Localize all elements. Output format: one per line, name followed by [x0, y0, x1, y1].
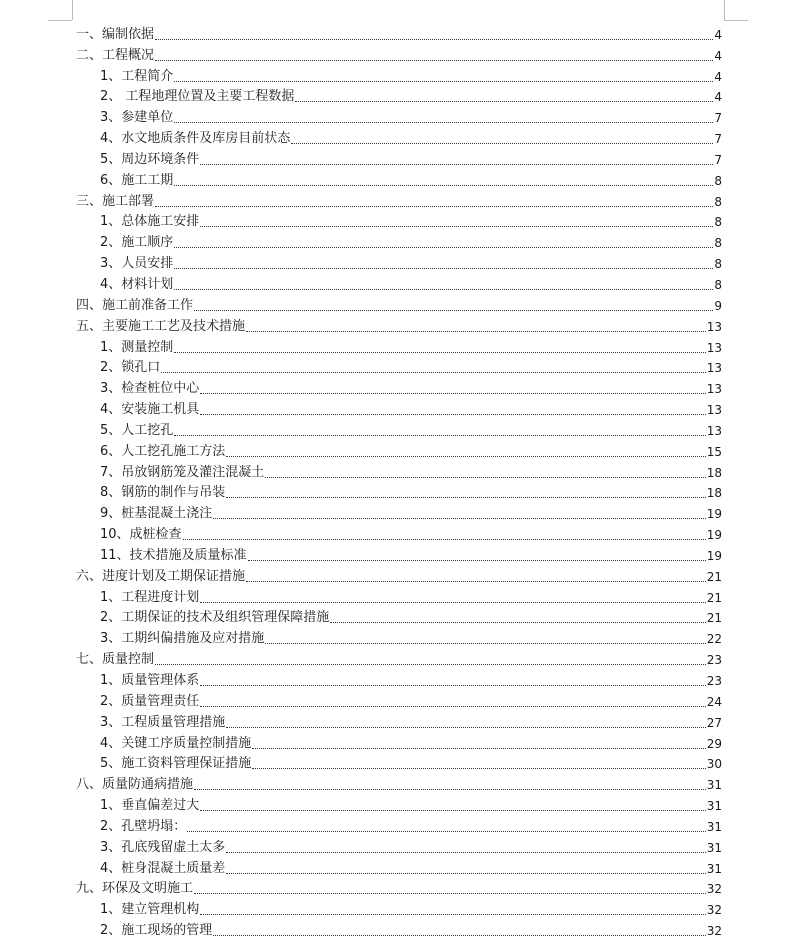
toc-page-number: 4	[714, 90, 722, 105]
toc-subentry[interactable]	[76, 501, 722, 522]
toc-page-number: 21	[706, 569, 722, 584]
toc-dot-leader	[213, 935, 705, 936]
toc-entry-title: 4、安装施工机具	[100, 402, 200, 418]
toc-section-entry[interactable]	[76, 43, 722, 64]
toc-dot-leader	[226, 873, 705, 874]
toc-entry-title: 1、质量管理体系	[100, 673, 200, 688]
toc-dot-leader	[226, 497, 705, 498]
toc-entry-title: 9、桩基混凝土浇注	[100, 506, 213, 522]
toc-entry-title: 5、施工资料管理保证措施	[100, 756, 252, 772]
toc-subentry[interactable]	[76, 814, 722, 835]
toc-dot-leader	[252, 748, 705, 749]
toc-entry-title: 10、成桩检查	[100, 527, 182, 543]
crop-mark-top-left	[72, 0, 73, 20]
toc-entry-title: 2、孔壁坍塌：	[100, 818, 187, 834]
toc-page-number: 8	[714, 173, 722, 188]
toc-page-number: 4	[714, 69, 722, 84]
toc-page-number: 32	[706, 882, 722, 897]
toc-subentry[interactable]	[76, 710, 722, 731]
toc-dot-leader	[200, 164, 713, 165]
toc-entry-title: 二、工程概况	[76, 47, 155, 63]
toc-subentry[interactable]	[76, 460, 722, 481]
table-of-contents	[76, 22, 722, 939]
toc-subentry[interactable]	[76, 335, 722, 356]
toc-subentry[interactable]	[76, 543, 722, 564]
toc-dot-leader	[200, 685, 705, 686]
toc-page-number: 19	[706, 528, 722, 543]
toc-page-number: 31	[706, 861, 722, 876]
toc-entry-title: 1、垂直偏差过大	[100, 798, 200, 814]
toc-dot-leader	[174, 122, 713, 123]
toc-page-number: 8	[714, 277, 722, 292]
toc-entry-title: 2、施工现场的管理	[100, 923, 213, 939]
toc-dot-leader	[295, 101, 713, 102]
toc-page-number: 4	[714, 48, 722, 63]
toc-dot-leader	[200, 810, 705, 811]
toc-page-number: 21	[706, 611, 722, 626]
toc-page-number: 13	[706, 340, 722, 355]
toc-entry-title: 4、关键工序质量控制措施	[100, 735, 252, 751]
toc-entry-title: 7、吊放钢筋笼及灌注混凝土	[100, 464, 265, 480]
toc-entry-title: 2、 工程地理位置及主要工程数据	[100, 89, 295, 105]
toc-page-number: 23	[706, 674, 722, 688]
toc-page-number: 13	[706, 382, 722, 397]
toc-dot-leader	[200, 414, 705, 415]
toc-entry-title: 四、施工前准备工作	[76, 297, 194, 313]
toc-subentry[interactable]	[76, 230, 722, 251]
toc-entry-title: 4、材料计划	[100, 276, 174, 292]
toc-dot-leader	[246, 331, 706, 332]
toc-page-number: 31	[706, 819, 722, 834]
toc-dot-leader	[194, 789, 706, 790]
toc-dot-leader	[265, 477, 705, 478]
toc-dot-leader	[226, 852, 705, 853]
toc-page-number: 32	[706, 903, 722, 918]
toc-section-entry[interactable]	[76, 647, 722, 668]
toc-subentry[interactable]	[76, 585, 722, 606]
toc-entry-title: 6、施工工期	[100, 172, 174, 188]
toc-dot-leader	[200, 226, 713, 227]
toc-page-number: 13	[706, 403, 722, 418]
toc-entry-title: 6、人工挖孔施工方法	[100, 443, 226, 459]
toc-page-number: 19	[706, 548, 722, 563]
toc-dot-leader	[194, 310, 713, 311]
toc-dot-leader	[291, 143, 713, 144]
toc-entry-title: 3、工程质量管理措施	[100, 714, 226, 730]
toc-subentry[interactable]	[76, 356, 722, 377]
toc-page-number: 4	[714, 27, 722, 42]
toc-dot-leader	[174, 185, 713, 186]
toc-entry-title: 3、检查桩位中心	[100, 381, 200, 397]
toc-section-entry[interactable]	[76, 293, 722, 314]
toc-entry-title: 五、主要施工工艺及技术措施	[76, 318, 246, 334]
toc-entry-title: 八、质量防通病措施	[76, 777, 194, 793]
toc-entry-title: 5、周边环境条件	[100, 151, 200, 167]
toc-page-number: 24	[706, 694, 722, 709]
toc-subentry[interactable]	[76, 752, 722, 773]
toc-subentry[interactable]	[76, 439, 722, 460]
toc-dot-leader	[174, 435, 705, 436]
toc-page-number: 9	[714, 298, 722, 313]
toc-dot-leader	[174, 268, 713, 269]
toc-dot-leader	[155, 664, 706, 665]
toc-entry-title: 2、质量管理责任	[100, 693, 200, 709]
toc-dot-leader	[194, 893, 706, 894]
toc-entry-title: 3、人员安排	[100, 256, 174, 272]
toc-subentry[interactable]	[76, 210, 722, 231]
crop-mark-top-right	[724, 0, 725, 20]
toc-subentry[interactable]	[76, 397, 722, 418]
toc-dot-leader	[155, 39, 713, 40]
toc-subentry[interactable]	[76, 418, 722, 439]
toc-dot-leader	[226, 727, 705, 728]
toc-dot-leader	[200, 914, 705, 915]
toc-entry-title: 11、技术措施及质量标准	[100, 547, 247, 563]
toc-dot-leader	[174, 81, 713, 82]
toc-page-number: 8	[714, 257, 722, 272]
toc-dot-leader	[174, 247, 713, 248]
toc-section-entry[interactable]	[76, 189, 722, 210]
toc-section-entry[interactable]	[76, 564, 722, 585]
toc-page-number: 7	[714, 111, 722, 126]
crop-mark-top-right	[724, 20, 748, 21]
toc-subentry[interactable]	[76, 689, 722, 710]
toc-page-number: 27	[706, 715, 722, 730]
toc-subentry[interactable]	[76, 606, 722, 627]
toc-page-number: 30	[706, 757, 722, 772]
toc-subentry[interactable]	[76, 376, 722, 397]
toc-entry-title: 1、工程简介	[100, 68, 174, 84]
toc-subentry[interactable]	[76, 835, 722, 856]
toc-dot-leader	[200, 706, 705, 707]
toc-section-entry[interactable]	[76, 22, 722, 43]
toc-entry-title: 4、桩身混凝土质量差	[100, 860, 226, 876]
toc-entry-title: 3、工期纠偏措施及应对措施	[100, 631, 265, 647]
toc-subentry[interactable]	[76, 918, 722, 939]
toc-page-number: 31	[706, 778, 722, 793]
toc-dot-leader	[213, 518, 705, 519]
toc-dot-leader	[252, 768, 705, 769]
toc-subentry[interactable]	[76, 793, 722, 814]
toc-page-number: 7	[714, 152, 722, 167]
toc-dot-leader	[187, 831, 705, 832]
toc-dot-leader	[155, 60, 713, 61]
toc-entry-title: 1、测量控制	[100, 339, 174, 355]
toc-subentry[interactable]	[76, 731, 722, 752]
toc-entry-title: 8、钢筋的制作与吊装	[100, 485, 226, 501]
toc-subentry[interactable]	[76, 64, 722, 85]
toc-page-number: 8	[714, 194, 722, 209]
toc-entry-title: 九、环保及文明施工	[76, 881, 194, 897]
toc-subentry[interactable]	[76, 522, 722, 543]
toc-dot-leader	[246, 581, 706, 582]
toc-dot-leader	[155, 206, 713, 207]
toc-subentry[interactable]	[76, 168, 722, 189]
toc-subentry[interactable]	[76, 481, 722, 502]
toc-entry-title: 1、建立管理机构	[100, 902, 200, 918]
toc-page-number: 18	[706, 486, 722, 501]
toc-entry-title: 4、水文地质条件及库房目前状态	[100, 131, 291, 147]
toc-page-number: 13	[706, 423, 722, 438]
toc-dot-leader	[200, 393, 705, 394]
toc-page-number: 15	[706, 444, 722, 459]
toc-page-number: 21	[706, 590, 722, 605]
toc-section-entry[interactable]	[76, 314, 722, 335]
toc-dot-leader	[265, 643, 705, 644]
toc-subentry[interactable]	[76, 856, 722, 877]
toc-entry-title: 3、孔底残留虚土太多	[100, 839, 226, 855]
toc-page-number: 22	[706, 632, 722, 647]
toc-dot-leader	[248, 560, 706, 561]
toc-page-number: 19	[706, 507, 722, 522]
toc-page-number: 32	[706, 924, 722, 939]
toc-entry-title: 5、人工挖孔	[100, 422, 174, 438]
toc-page-number: 7	[714, 132, 722, 147]
toc-entry-title: 1、总体施工安排	[100, 214, 200, 230]
toc-entry-title: 2、施工顺序	[100, 235, 174, 251]
toc-page-number: 13	[706, 361, 722, 376]
toc-subentry[interactable]	[76, 85, 722, 106]
toc-subentry[interactable]	[76, 126, 722, 147]
toc-entry-title: 1、工程进度计划	[100, 589, 200, 605]
toc-subentry[interactable]	[76, 251, 722, 272]
toc-dot-leader	[200, 602, 705, 603]
toc-entry-title: 2、工期保证的技术及组织管理保障措施	[100, 610, 330, 626]
toc-dot-leader	[330, 622, 705, 623]
toc-dot-leader	[161, 372, 705, 373]
toc-entry-title: 三、施工部署	[76, 193, 155, 209]
toc-subentry[interactable]	[76, 897, 722, 918]
toc-page-number: 31	[706, 799, 722, 814]
toc-subentry[interactable]	[76, 105, 722, 126]
toc-dot-leader	[174, 352, 705, 353]
toc-section-entry[interactable]	[76, 877, 722, 898]
toc-page-number: 29	[706, 736, 722, 751]
toc-page-number: 8	[714, 236, 722, 251]
toc-section-entry[interactable]	[76, 772, 722, 793]
toc-page-number: 8	[714, 215, 722, 230]
toc-entry-title: 一、编制依据	[76, 26, 155, 42]
toc-page-number: 23	[706, 653, 722, 668]
toc-entry-title: 七、质量控制	[76, 652, 155, 668]
toc-subentry[interactable]	[76, 668, 722, 689]
crop-mark-top-left	[48, 20, 72, 21]
toc-page-number: 18	[706, 465, 722, 480]
toc-dot-leader	[183, 539, 706, 540]
toc-dot-leader	[226, 456, 705, 457]
toc-page-number: 31	[706, 840, 722, 855]
toc-subentry[interactable]	[76, 147, 722, 168]
toc-entry-title: 2、锁孔口	[100, 360, 161, 376]
toc-page-number: 13	[706, 319, 722, 334]
toc-dot-leader	[174, 289, 713, 290]
toc-subentry[interactable]	[76, 272, 722, 293]
toc-entry-title: 六、进度计划及工期保证措施	[76, 568, 246, 584]
toc-subentry[interactable]	[76, 626, 722, 647]
toc-entry-title: 3、参建单位	[100, 110, 174, 126]
